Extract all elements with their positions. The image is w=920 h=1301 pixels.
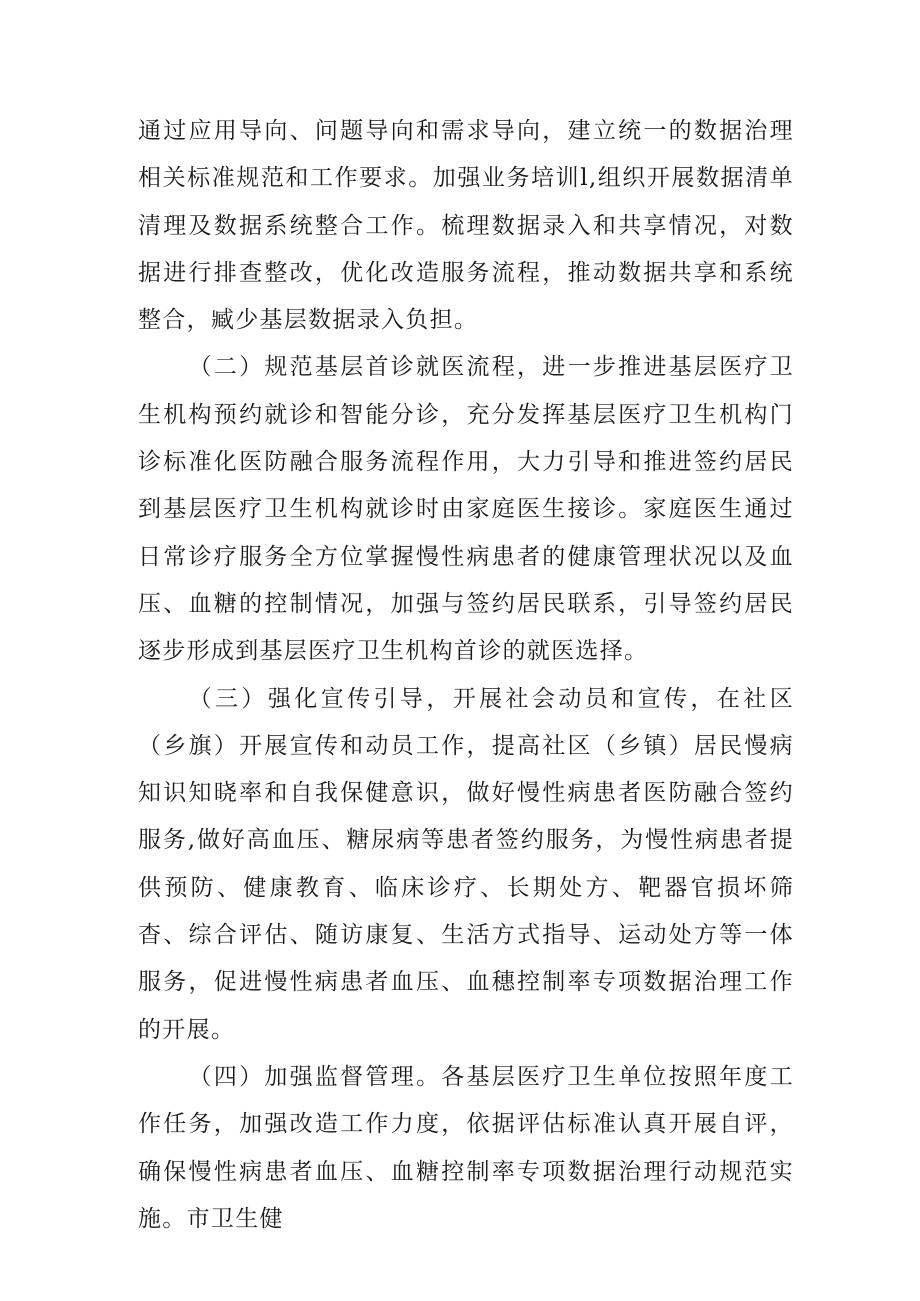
paragraph-4: （四）加强监督管理。各基层医疗卫生单位按照年度工作任务，加强改造工作力度，依据评估标准认真开展自评，确保慢性病患者血压、血糖控制率专项数据治理行动规范实施。市卫生健 bbox=[138, 1063, 794, 1232]
paragraph-1: 通过应用导向、问题导向和需求导向，建立统一的数据治理相关标准规范和工作要求。加强业务培训l,组织开展数据清单清理及数据系统整合工作。梳理数据录入和共享情况，对数据进行排查整改，优化改造服务流程，推动数据共享和系统整合，臧少基层数据录入负担。 bbox=[138, 118, 794, 334]
paragraph-2: （二）规范基层首诊就医流程，进一步推进基层医疗卫生机构预约就诊和智能分诊，充分发挥基层医疗卫生机构门诊标准化医防融合服务流程作用，大力引导和推进签约居民到基层医疗卫生机构就诊时由家庭医生接诊。家庭医生通过日常诊疗服务全方位掌握慢性病患者的健康管理状况以及血压、血糖的控制情况，加强与签约居民联系，引导签约居民逐步形成到基层医疗卫生机构首诊的就医选择。 bbox=[138, 354, 794, 665]
document-body bbox=[138, 108, 794, 1243]
paragraph-3: （三）强化宣传引导，开展社会动员和宣传，在社区（乡旗）开展宣传和动员工作，提高社区（乡镇）居民慢病知识知晓率和自我保健意识，做好慢性病患者医防融合签约服务,做好高血压、糖尿病等患者签约服务，为慢性病患者提供预防、健康教育、临床诊疗、长期处方、靶器官损坏筛杳、综合评估、随访康复、生活方式指导、运动处方等一体服务，促进慢性病患者血压、血穗控制率专项数据治理工作的开展。 bbox=[138, 685, 794, 1043]
